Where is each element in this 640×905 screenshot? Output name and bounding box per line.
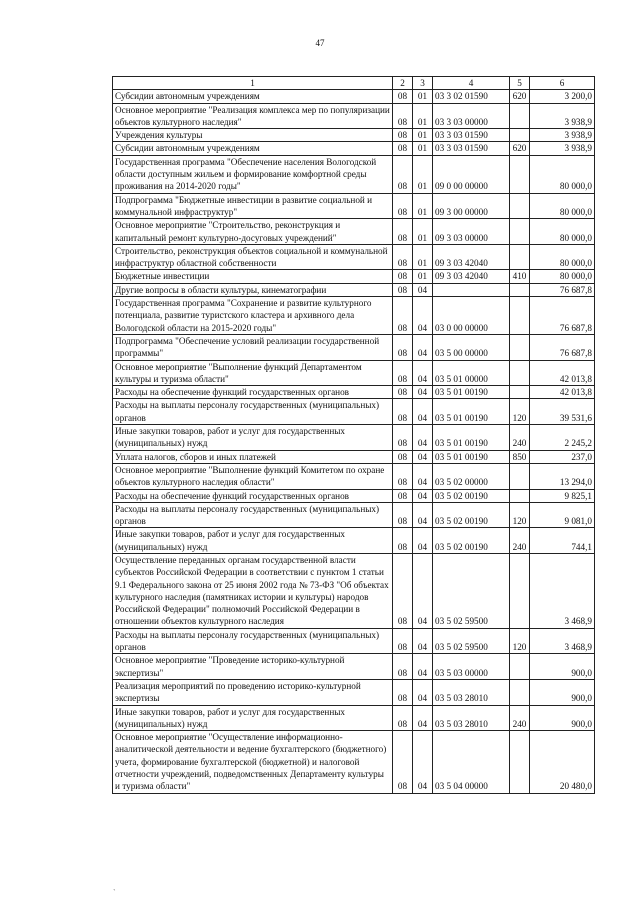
row-target-code: 03 5 01 00190 (433, 399, 510, 425)
row-subsection: 04 (413, 297, 433, 335)
row-section: 08 (393, 193, 413, 219)
table-row (113, 142, 595, 155)
page-number: 47 (315, 38, 325, 48)
row-amount: 900,0 (530, 654, 595, 680)
row-expense-type (510, 553, 530, 628)
row-name: Основное мероприятие "Выполнение функций Комитетом по охране объектов культурного наследия области" (113, 463, 393, 489)
row-amount: 9 825,1 (530, 489, 595, 502)
row-amount: 744,1 (530, 528, 595, 554)
row-expense-type: 240 (510, 528, 530, 554)
table-row (113, 489, 595, 502)
header-cell: 5 (510, 77, 530, 90)
row-amount: 3 468,9 (530, 553, 595, 628)
row-name: Основное мероприятие "Выполнение функций Департаментом культуры и туризма области" (113, 360, 393, 386)
row-target-code: 03 5 03 28010 (433, 705, 510, 731)
row-target-code: 03 0 00 00000 (433, 297, 510, 335)
row-subsection: 01 (413, 129, 433, 142)
row-target-code: 03 5 01 00190 (433, 386, 510, 399)
row-amount: 80 000,0 (530, 155, 595, 193)
table-row (113, 553, 595, 628)
row-expense-type (510, 129, 530, 142)
row-expense-type (510, 360, 530, 386)
row-section: 08 (393, 386, 413, 399)
row-target-code: 03 5 04 00000 (433, 731, 510, 793)
row-expense-type (510, 731, 530, 793)
row-subsection: 04 (413, 334, 433, 360)
row-target-code: 03 3 03 01590 (433, 142, 510, 155)
table-row (113, 425, 595, 451)
row-subsection: 01 (413, 219, 433, 245)
row-name: Учреждения культуры (113, 129, 393, 142)
row-expense-type: 410 (510, 270, 530, 283)
row-expense-type (510, 219, 530, 245)
table-row (113, 679, 595, 705)
row-name: Расходы на выплаты персоналу государственных (муниципальных) органов (113, 628, 393, 654)
row-section: 08 (393, 142, 413, 155)
row-expense-type: 120 (510, 628, 530, 654)
row-name: Основное мероприятие "Реализация комплекса мер по популяризации объектов культурного наследия" (113, 103, 393, 129)
row-name: Реализация мероприятий по проведению историко-культурной экспертизы (113, 679, 393, 705)
row-subsection: 01 (413, 270, 433, 283)
row-name: Расходы на обеспечение функций государственных органов (113, 386, 393, 399)
row-target-code: 03 5 01 00190 (433, 450, 510, 463)
row-amount: 3 200,0 (530, 90, 595, 103)
table-row (113, 450, 595, 463)
table-row (113, 244, 595, 270)
row-amount: 2 245,2 (530, 425, 595, 451)
row-amount: 3 938,9 (530, 142, 595, 155)
budget-table (112, 76, 595, 794)
row-name: Подпрограмма "Обеспечение условий реализации государственной программы" (113, 334, 393, 360)
table-row (113, 528, 595, 554)
row-name: Осуществление переданных органам государственной власти субъектов Российской Федерации в соответствии с пунктом 1 статьи 9.1 Федерального закона от 25 июня 2002 года № 73-ФЗ "Об объектах культурного наследия (памятниках истории и культуры) народов Российской Федерации" полномочий Российской Федерации в отношении объектов культурного наследия (113, 553, 393, 628)
row-target-code: 03 5 03 00000 (433, 654, 510, 680)
row-target-code: 03 5 02 00190 (433, 502, 510, 528)
row-section: 08 (393, 553, 413, 628)
row-name: Государственная программа "Обеспечение населения Вологодской области доступным жильем и формирование комфортной среды проживания на 2014-2020 годы" (113, 155, 393, 193)
table-row (113, 90, 595, 103)
row-subsection: 01 (413, 142, 433, 155)
row-amount: 13 294,0 (530, 463, 595, 489)
row-section: 08 (393, 399, 413, 425)
row-subsection: 04 (413, 360, 433, 386)
row-target-code: 03 5 01 00000 (433, 360, 510, 386)
row-expense-type (510, 193, 530, 219)
row-amount: 76 687,8 (530, 334, 595, 360)
row-target-code: 09 0 00 00000 (433, 155, 510, 193)
row-name: Государственная программа "Сохранение и развитие культурного потенциала, развитие туристского кластера и архивного дела Вологодской области на 2015-2020 годы" (113, 297, 393, 335)
row-amount: 80 000,0 (530, 244, 595, 270)
header-cell: 4 (433, 77, 510, 90)
row-target-code: 03 5 02 00190 (433, 528, 510, 554)
row-target-code: 03 3 03 01590 (433, 129, 510, 142)
table-row (113, 502, 595, 528)
row-subsection: 01 (413, 90, 433, 103)
row-amount: 80 000,0 (530, 219, 595, 245)
row-expense-type: 620 (510, 142, 530, 155)
row-section: 08 (393, 283, 413, 296)
row-name: Субсидии автономным учреждениям (113, 90, 393, 103)
header-cell: 6 (530, 77, 595, 90)
header-cell: 2 (393, 77, 413, 90)
corner-mark: ` (113, 888, 116, 897)
table-row (113, 463, 595, 489)
row-name: Иные закупки товаров, работ и услуг для государственных (муниципальных) нужд (113, 528, 393, 554)
table-row (113, 360, 595, 386)
row-name: Другие вопросы в области культуры, кинематографии (113, 283, 393, 296)
row-section: 08 (393, 731, 413, 793)
row-subsection: 01 (413, 193, 433, 219)
row-amount: 80 000,0 (530, 193, 595, 219)
table-row (113, 399, 595, 425)
row-expense-type (510, 386, 530, 399)
row-expense-type: 620 (510, 90, 530, 103)
table-row (113, 129, 595, 142)
row-expense-type: 240 (510, 425, 530, 451)
row-subsection: 04 (413, 283, 433, 296)
row-amount: 76 687,8 (530, 297, 595, 335)
row-name: Бюджетные инвестиции (113, 270, 393, 283)
row-name: Расходы на выплаты персоналу государственных (муниципальных) органов (113, 399, 393, 425)
row-section: 08 (393, 155, 413, 193)
row-target-code: 03 5 00 00000 (433, 334, 510, 360)
row-target-code: 09 3 03 00000 (433, 219, 510, 245)
row-expense-type: 120 (510, 399, 530, 425)
row-subsection: 04 (413, 731, 433, 793)
row-subsection: 01 (413, 103, 433, 129)
row-expense-type (510, 244, 530, 270)
row-expense-type: 240 (510, 705, 530, 731)
row-name: Основное мероприятие "Осуществление информационно-аналитической деятельности и ведение бухгалтерского (бюджетного) учета, формирование бухгалтерской (бюджетной) и налоговой отчетности учреждений, подведомственных Департаменту культуры и туризма области" (113, 731, 393, 793)
row-section: 08 (393, 103, 413, 129)
row-target-code: 09 3 03 42040 (433, 244, 510, 270)
row-section: 08 (393, 502, 413, 528)
row-section: 08 (393, 334, 413, 360)
row-expense-type (510, 103, 530, 129)
row-name: Строительство, реконструкция объектов социальной и коммунальной инфраструктур областной собственности (113, 244, 393, 270)
table-row (113, 103, 595, 129)
row-subsection: 01 (413, 155, 433, 193)
row-subsection: 04 (413, 705, 433, 731)
row-target-code: 09 3 00 00000 (433, 193, 510, 219)
row-target-code: 03 5 02 00190 (433, 489, 510, 502)
row-target-code: 03 3 02 01590 (433, 90, 510, 103)
row-subsection: 04 (413, 386, 433, 399)
row-expense-type (510, 463, 530, 489)
row-name: Подпрограмма "Бюджетные инвестиции в развитие социальной и коммунальной инфраструктур" (113, 193, 393, 219)
table-row (113, 219, 595, 245)
row-amount: 20 480,0 (530, 731, 595, 793)
row-amount: 3 468,9 (530, 628, 595, 654)
row-section: 08 (393, 425, 413, 451)
table-row (113, 155, 595, 193)
row-amount: 900,0 (530, 679, 595, 705)
row-name: Расходы на выплаты персоналу государственных (муниципальных) органов (113, 502, 393, 528)
table-row (113, 283, 595, 296)
row-expense-type (510, 334, 530, 360)
row-subsection: 04 (413, 679, 433, 705)
table-row (113, 193, 595, 219)
row-section: 08 (393, 297, 413, 335)
row-subsection: 04 (413, 553, 433, 628)
row-expense-type: 850 (510, 450, 530, 463)
row-amount: 9 081,0 (530, 502, 595, 528)
table-row (113, 705, 595, 731)
row-section: 08 (393, 489, 413, 502)
row-amount: 76 687,8 (530, 283, 595, 296)
row-subsection: 04 (413, 502, 433, 528)
header-cell: 3 (413, 77, 433, 90)
row-section: 08 (393, 628, 413, 654)
row-target-code: 03 5 03 28010 (433, 679, 510, 705)
header-row (113, 77, 595, 90)
row-subsection: 04 (413, 628, 433, 654)
row-amount: 900,0 (530, 705, 595, 731)
row-amount: 80 000,0 (530, 270, 595, 283)
table-row (113, 297, 595, 335)
row-amount: 3 938,9 (530, 103, 595, 129)
row-name: Иные закупки товаров, работ и услуг для государственных (муниципальных) нужд (113, 425, 393, 451)
row-subsection: 04 (413, 528, 433, 554)
row-name: Иные закупки товаров, работ и услуг для государственных (муниципальных) нужд (113, 705, 393, 731)
row-amount: 3 938,9 (530, 129, 595, 142)
row-section: 08 (393, 360, 413, 386)
row-section: 08 (393, 90, 413, 103)
row-target-code: 09 3 03 42040 (433, 270, 510, 283)
row-name: Уплата налогов, сборов и иных платежей (113, 450, 393, 463)
row-amount: 237,0 (530, 450, 595, 463)
row-section: 08 (393, 270, 413, 283)
row-subsection: 04 (413, 654, 433, 680)
table-row (113, 334, 595, 360)
row-subsection: 04 (413, 489, 433, 502)
row-target-code: 03 5 02 59500 (433, 628, 510, 654)
row-section: 08 (393, 528, 413, 554)
row-expense-type (510, 297, 530, 335)
row-subsection: 04 (413, 450, 433, 463)
row-section: 08 (393, 129, 413, 142)
row-target-code: 03 5 02 59500 (433, 553, 510, 628)
row-target-code: 03 5 01 00190 (433, 425, 510, 451)
row-section: 08 (393, 244, 413, 270)
row-name: Основное мероприятие "Строительство, реконструкция и капитальный ремонт культурно-досуговых учреждений" (113, 219, 393, 245)
row-target-code: 03 5 02 00000 (433, 463, 510, 489)
row-target-code: 03 3 03 00000 (433, 103, 510, 129)
row-amount: 42 013,8 (530, 386, 595, 399)
row-target-code (433, 283, 510, 296)
row-expense-type: 120 (510, 502, 530, 528)
row-expense-type (510, 155, 530, 193)
row-amount: 42 013,8 (530, 360, 595, 386)
row-section: 08 (393, 679, 413, 705)
row-name: Субсидии автономным учреждениям (113, 142, 393, 155)
row-expense-type (510, 489, 530, 502)
row-expense-type (510, 283, 530, 296)
table-row (113, 386, 595, 399)
row-expense-type (510, 654, 530, 680)
row-section: 08 (393, 450, 413, 463)
row-name: Расходы на обеспечение функций государственных органов (113, 489, 393, 502)
row-section: 08 (393, 463, 413, 489)
row-expense-type (510, 679, 530, 705)
row-subsection: 01 (413, 244, 433, 270)
table-row (113, 628, 595, 654)
row-section: 08 (393, 654, 413, 680)
row-section: 08 (393, 219, 413, 245)
table-row (113, 731, 595, 793)
table-row (113, 270, 595, 283)
row-amount: 39 531,6 (530, 399, 595, 425)
header-cell: 1 (113, 77, 393, 90)
row-name: Основное мероприятие "Проведение историко-культурной экспертизы" (113, 654, 393, 680)
table-row (113, 654, 595, 680)
row-subsection: 04 (413, 463, 433, 489)
row-subsection: 04 (413, 399, 433, 425)
row-section: 08 (393, 705, 413, 731)
row-subsection: 04 (413, 425, 433, 451)
